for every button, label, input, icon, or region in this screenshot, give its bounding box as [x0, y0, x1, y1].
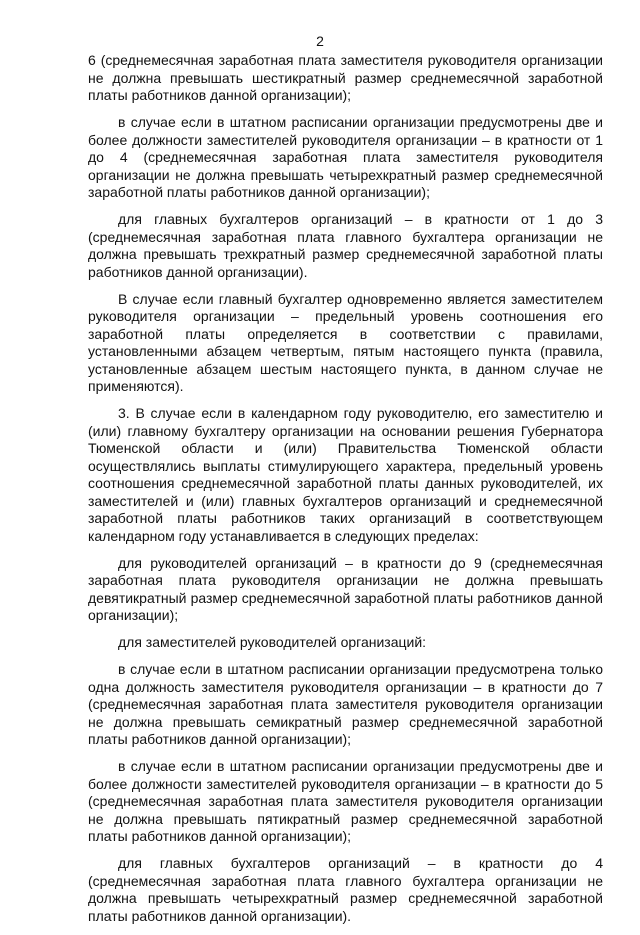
paragraph-9: в случае если в штатном расписании организации предусмотрены две и более должности заместителей руководителя организации – в кратности до 5 (среднемесячная заработная плата заместителя руководителя организации не должна превышать пятикратный размер среднемесячной заработной платы работников данной организации);: [88, 758, 603, 844]
paragraph-7: для заместителей руководителей организаций:: [118, 634, 427, 650]
paragraph-4: В случае если главный бухгалтер одновременно является заместителем руководителя организации – предельный уровень соотношения его заработной платы определяется в соответствии с правилами, установленными абзацем четвертым, пятым настоящего пункта (правила, установленные абзацем шестым настоящего пункта, в данном случае не применяются).: [88, 290, 603, 394]
paragraph-10: для главных бухгалтеров организаций – в кратности до 4 (среднемесячная заработная плата главного бухгалтера организации не должна превышать четырехкратный размер среднемесячной заработной платы работников данной организации).: [88, 855, 603, 924]
paragraph-6: для руководителей организаций – в кратности до 9 (среднемесячная заработная плата руководителя организации не должна превышать девятикратный размер среднемесячной заработной платы работников данной организации);: [88, 554, 603, 623]
page-number: 2: [316, 33, 324, 49]
paragraph-8: в случае если в штатном расписании организации предусмотрена только одна должность заместителя руководителя организации – в кратности до 7 (среднемесячная заработная плата заместителя руководителя организации не должна превышать семикратный размер среднемесячной заработной платы работников данной организации);: [88, 661, 603, 747]
paragraph-2: в случае если в штатном расписании организации предусмотрены две и более должности заместителей руководителя организации – в кратности от 1 до 4 (среднемесячная заработная плата заместителя руководителя организации не должна превышать четырехкратный размер среднемесячной заработной платы работников данной организации);: [88, 114, 603, 200]
paragraph-3: для главных бухгалтеров организаций – в кратности от 1 до 3 (среднемесячная заработная плата главного бухгалтера организации не должна превышать трехкратный размер среднемесячной заработной платы работников данной организации).: [88, 211, 603, 280]
paragraph-1: 6 (среднемесячная заработная плата заместителя руководителя организации не должна превышать шестикратный размер среднемесячной заработной платы работников данной организации);: [88, 52, 603, 103]
paragraph-5: 3. В случае если в календарном году руководителю, его заместителю и (или) главному бухгалтеру организации на основании решения Губернатора Тюменской области и (или) Правительства Тюменской области осуществлялись выплаты стимулирующего характера, предельный уровень соотношения среднемесячной заработной платы данных руководителей, их заместителей и (или) главных бухгалтеров организаций и среднемесячной заработной платы работников таких организаций в соответствующем календарном году устанавливается в следующих пределах:: [88, 405, 603, 544]
document-body: [88, 52, 603, 935]
